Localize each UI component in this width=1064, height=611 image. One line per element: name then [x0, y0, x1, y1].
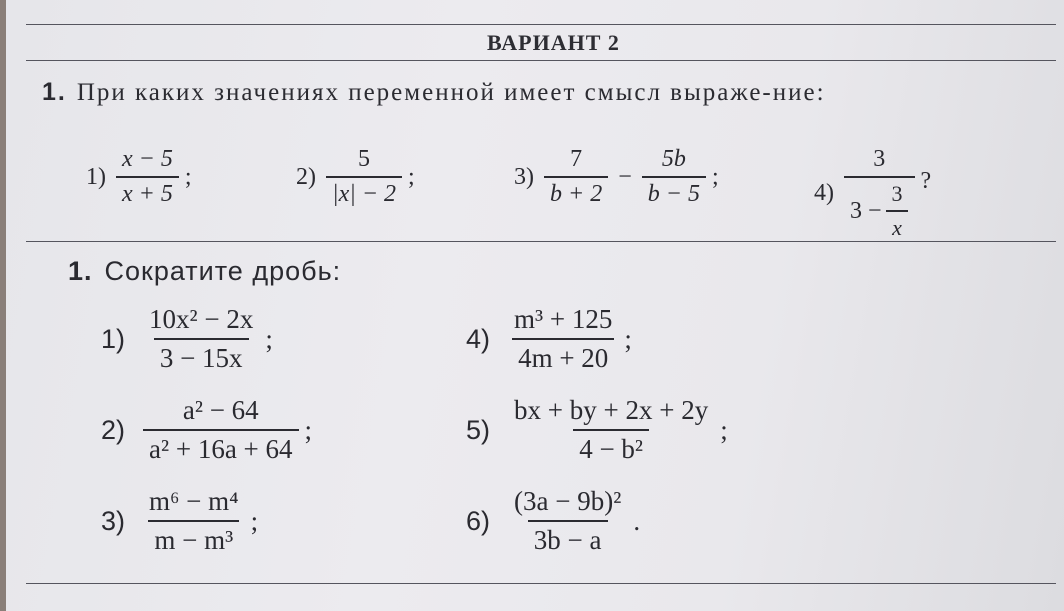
numerator: a² − 64 — [182, 395, 259, 425]
minus-sign: − — [618, 163, 632, 190]
item-label: 5) — [466, 414, 491, 445]
numerator: m³ + 125 — [514, 304, 613, 334]
task2-item-5 — [466, 395, 728, 465]
item-label: 3) — [514, 163, 534, 190]
punctuation: ; — [720, 414, 728, 445]
punctuation: ; — [624, 323, 632, 354]
item-label: 1) — [86, 163, 106, 190]
fraction — [642, 146, 706, 208]
task2-title: Сократите дробь: — [104, 256, 342, 286]
task2-item-2 — [101, 395, 312, 465]
top-rule — [26, 24, 1056, 25]
punctuation: ? — [920, 168, 932, 194]
denominator — [844, 176, 915, 241]
denominator: |x| − 2 — [326, 176, 402, 208]
task1-item-4 — [814, 146, 931, 241]
punctuation: ; — [711, 163, 719, 190]
textbook-page — [6, 0, 1064, 611]
task2-item-1 — [101, 304, 273, 374]
fraction — [326, 146, 402, 208]
bottom-rule — [26, 583, 1056, 584]
denominator-prefix: 3 − — [850, 197, 882, 224]
fraction — [544, 146, 608, 208]
punctuation: ; — [408, 163, 415, 190]
task2-item-6 — [466, 486, 640, 556]
punctuation: . — [633, 505, 641, 536]
denominator: 4 − b² — [573, 429, 649, 465]
numerator: (3a − 9b)² — [514, 486, 622, 516]
numerator: 3 — [891, 181, 903, 206]
section-divider — [26, 241, 1056, 242]
denominator: m − m³ — [148, 520, 239, 556]
denominator: 3 − 15x — [154, 338, 249, 374]
nested-fraction — [886, 181, 909, 241]
denominator: b − 5 — [642, 176, 706, 208]
numerator: 3 — [873, 146, 886, 172]
denominator: a² + 16a + 64 — [143, 429, 299, 465]
item-label: 2) — [101, 414, 126, 445]
denominator: 4m + 20 — [512, 338, 614, 374]
denominator: x — [886, 210, 908, 241]
fraction — [143, 304, 259, 374]
task1-item-2 — [296, 146, 415, 208]
denominator: 3b − a — [528, 520, 608, 556]
numerator: bx + by + 2x + 2y — [514, 395, 709, 425]
fraction — [508, 304, 618, 374]
item-label: 6) — [466, 505, 491, 536]
task1-number: 1. — [42, 78, 67, 106]
numerator: 5b — [661, 146, 686, 172]
task2-item-3 — [101, 486, 258, 556]
task1-text: При каких значениях переменной имеет смысл выраже-ние: — [76, 79, 826, 106]
task2-heading — [68, 256, 341, 287]
numerator: 10x² − 2x — [149, 304, 254, 334]
item-label: 4) — [466, 323, 491, 354]
punctuation: ; — [250, 505, 259, 536]
item-label: 2) — [296, 163, 316, 190]
fraction — [143, 486, 245, 556]
task1-question — [42, 74, 1042, 111]
fraction — [116, 146, 179, 208]
item-label: 4) — [814, 180, 834, 206]
variant-heading: ВАРИАНТ 2 — [487, 30, 620, 55]
item-label: 1) — [101, 323, 126, 354]
task2-item-4 — [466, 304, 632, 374]
numerator: m⁶ − m⁴ — [149, 486, 239, 516]
denominator: b + 2 — [544, 176, 608, 208]
numerator: 7 — [570, 146, 583, 172]
numerator: x − 5 — [122, 146, 173, 172]
heading-rule — [26, 60, 1056, 61]
task2-number: 1. — [68, 256, 93, 286]
item-label: 3) — [101, 505, 126, 536]
fraction — [508, 486, 627, 556]
task1-item-1 — [86, 146, 192, 208]
fraction — [844, 146, 915, 241]
denominator: x + 5 — [116, 176, 179, 208]
fraction — [143, 395, 299, 465]
task1-item-3 — [514, 146, 719, 208]
punctuation: ; — [265, 323, 273, 354]
punctuation: ; — [184, 163, 192, 190]
fraction — [508, 395, 714, 465]
punctuation: ; — [304, 414, 313, 445]
numerator: 5 — [358, 146, 371, 172]
